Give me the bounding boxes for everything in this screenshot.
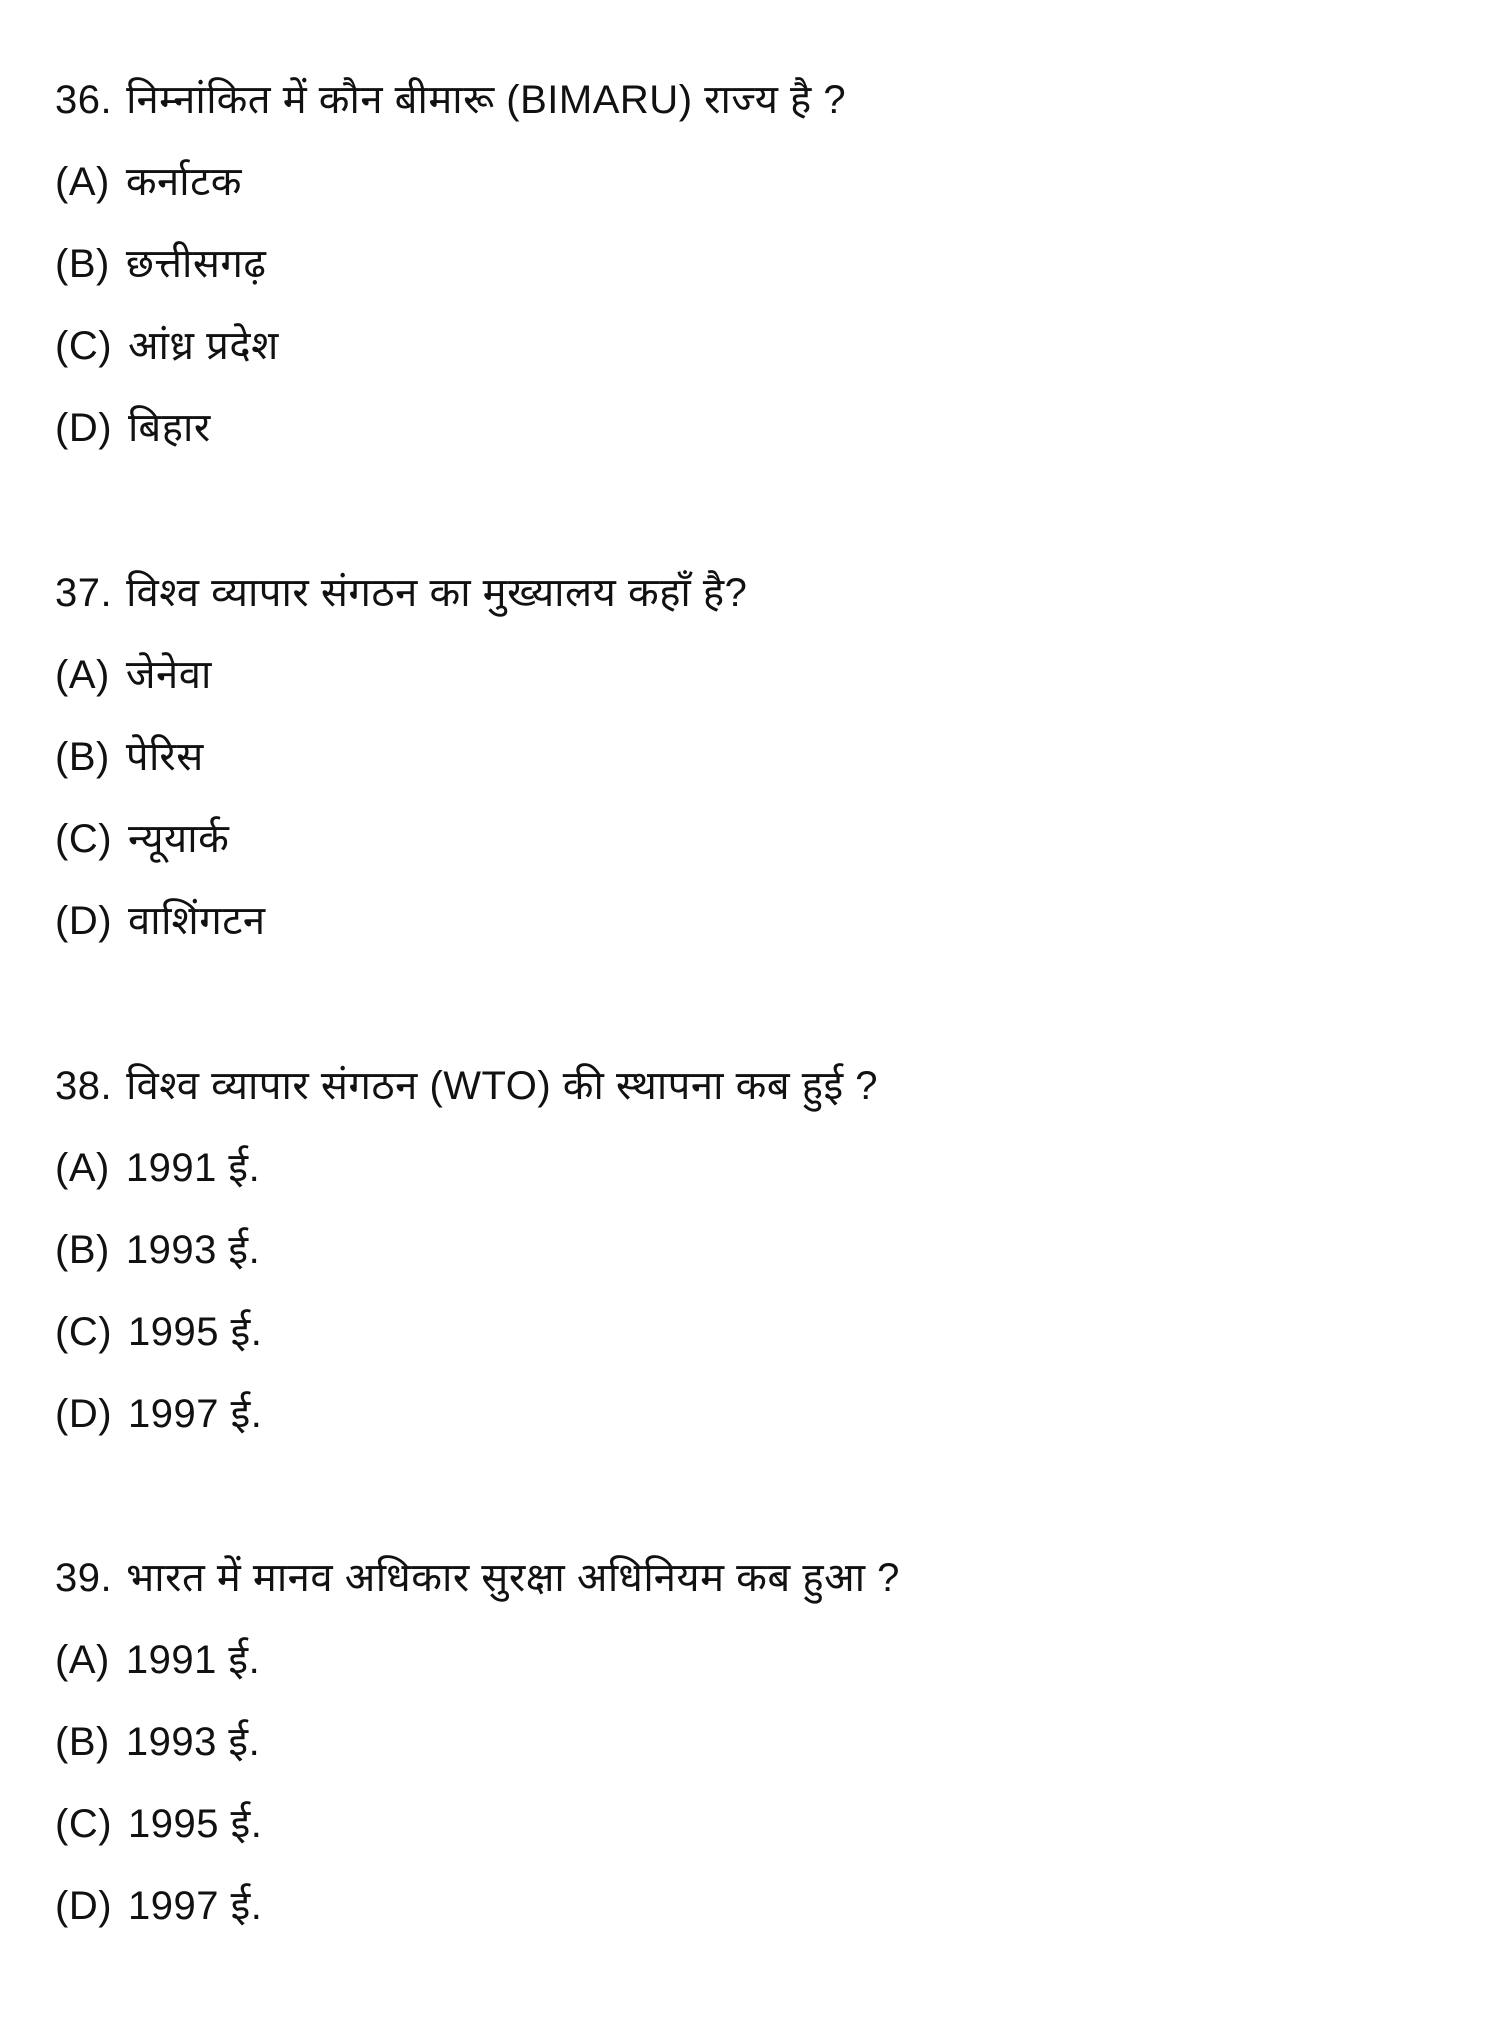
option-a bbox=[55, 1636, 260, 1684]
question-stem: विश्व व्यापार संगठन (WTO) की स्थापना कब हुई ? bbox=[126, 1064, 878, 1108]
question-stem: भारत में मानव अधिकार सुरक्षा अधिनियम कब हुआ ? bbox=[126, 1556, 900, 1600]
option-label: (C) bbox=[55, 817, 113, 861]
option-text: 1997 ई. bbox=[128, 1884, 263, 1928]
option-d bbox=[55, 1390, 262, 1438]
option-c bbox=[55, 322, 279, 370]
option-label: (B) bbox=[55, 242, 110, 286]
option-b bbox=[55, 1718, 260, 1766]
option-text: छत्तीसगढ़ bbox=[125, 242, 267, 286]
option-text: 1991 ई. bbox=[125, 1146, 261, 1190]
question-stem: निम्नांकित में कौन बीमारू (BIMARU) राज्य है ? bbox=[126, 78, 847, 122]
option-text: पेरिस bbox=[125, 735, 204, 779]
option-text: आंध्र प्रदेश bbox=[128, 324, 279, 368]
option-d bbox=[55, 897, 266, 945]
option-label: (D) bbox=[55, 1884, 113, 1928]
option-a bbox=[55, 651, 212, 699]
question-text bbox=[55, 1554, 900, 1602]
option-label: (B) bbox=[55, 1228, 110, 1272]
option-label: (B) bbox=[55, 1720, 110, 1764]
option-text: न्यूयार्क bbox=[128, 817, 230, 861]
option-a bbox=[55, 158, 242, 206]
option-label: (D) bbox=[55, 899, 113, 943]
option-text: बिहार bbox=[128, 406, 211, 450]
option-text: 1997 ई. bbox=[128, 1392, 263, 1436]
option-c bbox=[55, 1308, 262, 1356]
option-label: (A) bbox=[55, 160, 110, 204]
option-text: 1991 ई. bbox=[125, 1638, 261, 1682]
question-text bbox=[55, 76, 846, 124]
option-d bbox=[55, 404, 211, 452]
option-b bbox=[55, 1226, 260, 1274]
question-text bbox=[55, 1062, 878, 1110]
option-label: (D) bbox=[55, 406, 113, 450]
option-text: 1993 ई. bbox=[125, 1228, 261, 1272]
option-text: वाशिंगटन bbox=[128, 899, 266, 943]
question-number: 37. bbox=[55, 571, 113, 615]
option-b bbox=[55, 240, 266, 288]
option-label: (D) bbox=[55, 1392, 113, 1436]
option-text: 1993 ई. bbox=[125, 1720, 261, 1764]
option-label: (A) bbox=[55, 653, 110, 697]
question-number: 39. bbox=[55, 1556, 113, 1600]
option-label: (B) bbox=[55, 735, 110, 779]
question-text bbox=[55, 569, 747, 617]
question-stem: विश्व व्यापार संगठन का मुख्यालय कहाँ है? bbox=[126, 571, 748, 615]
option-label: (A) bbox=[55, 1146, 110, 1190]
option-text: 1995 ई. bbox=[128, 1802, 263, 1846]
question-number: 36. bbox=[55, 78, 113, 122]
option-c bbox=[55, 1800, 262, 1848]
option-b bbox=[55, 733, 204, 781]
question-number: 38. bbox=[55, 1064, 113, 1108]
option-label: (A) bbox=[55, 1638, 110, 1682]
option-label: (C) bbox=[55, 324, 113, 368]
option-text: 1995 ई. bbox=[128, 1310, 263, 1354]
option-text: कर्नाटक bbox=[125, 160, 242, 204]
option-label: (C) bbox=[55, 1310, 113, 1354]
option-text: जेनेवा bbox=[125, 653, 212, 697]
option-label: (C) bbox=[55, 1802, 113, 1846]
option-d bbox=[55, 1882, 262, 1930]
option-c bbox=[55, 815, 229, 863]
option-a bbox=[55, 1144, 260, 1192]
